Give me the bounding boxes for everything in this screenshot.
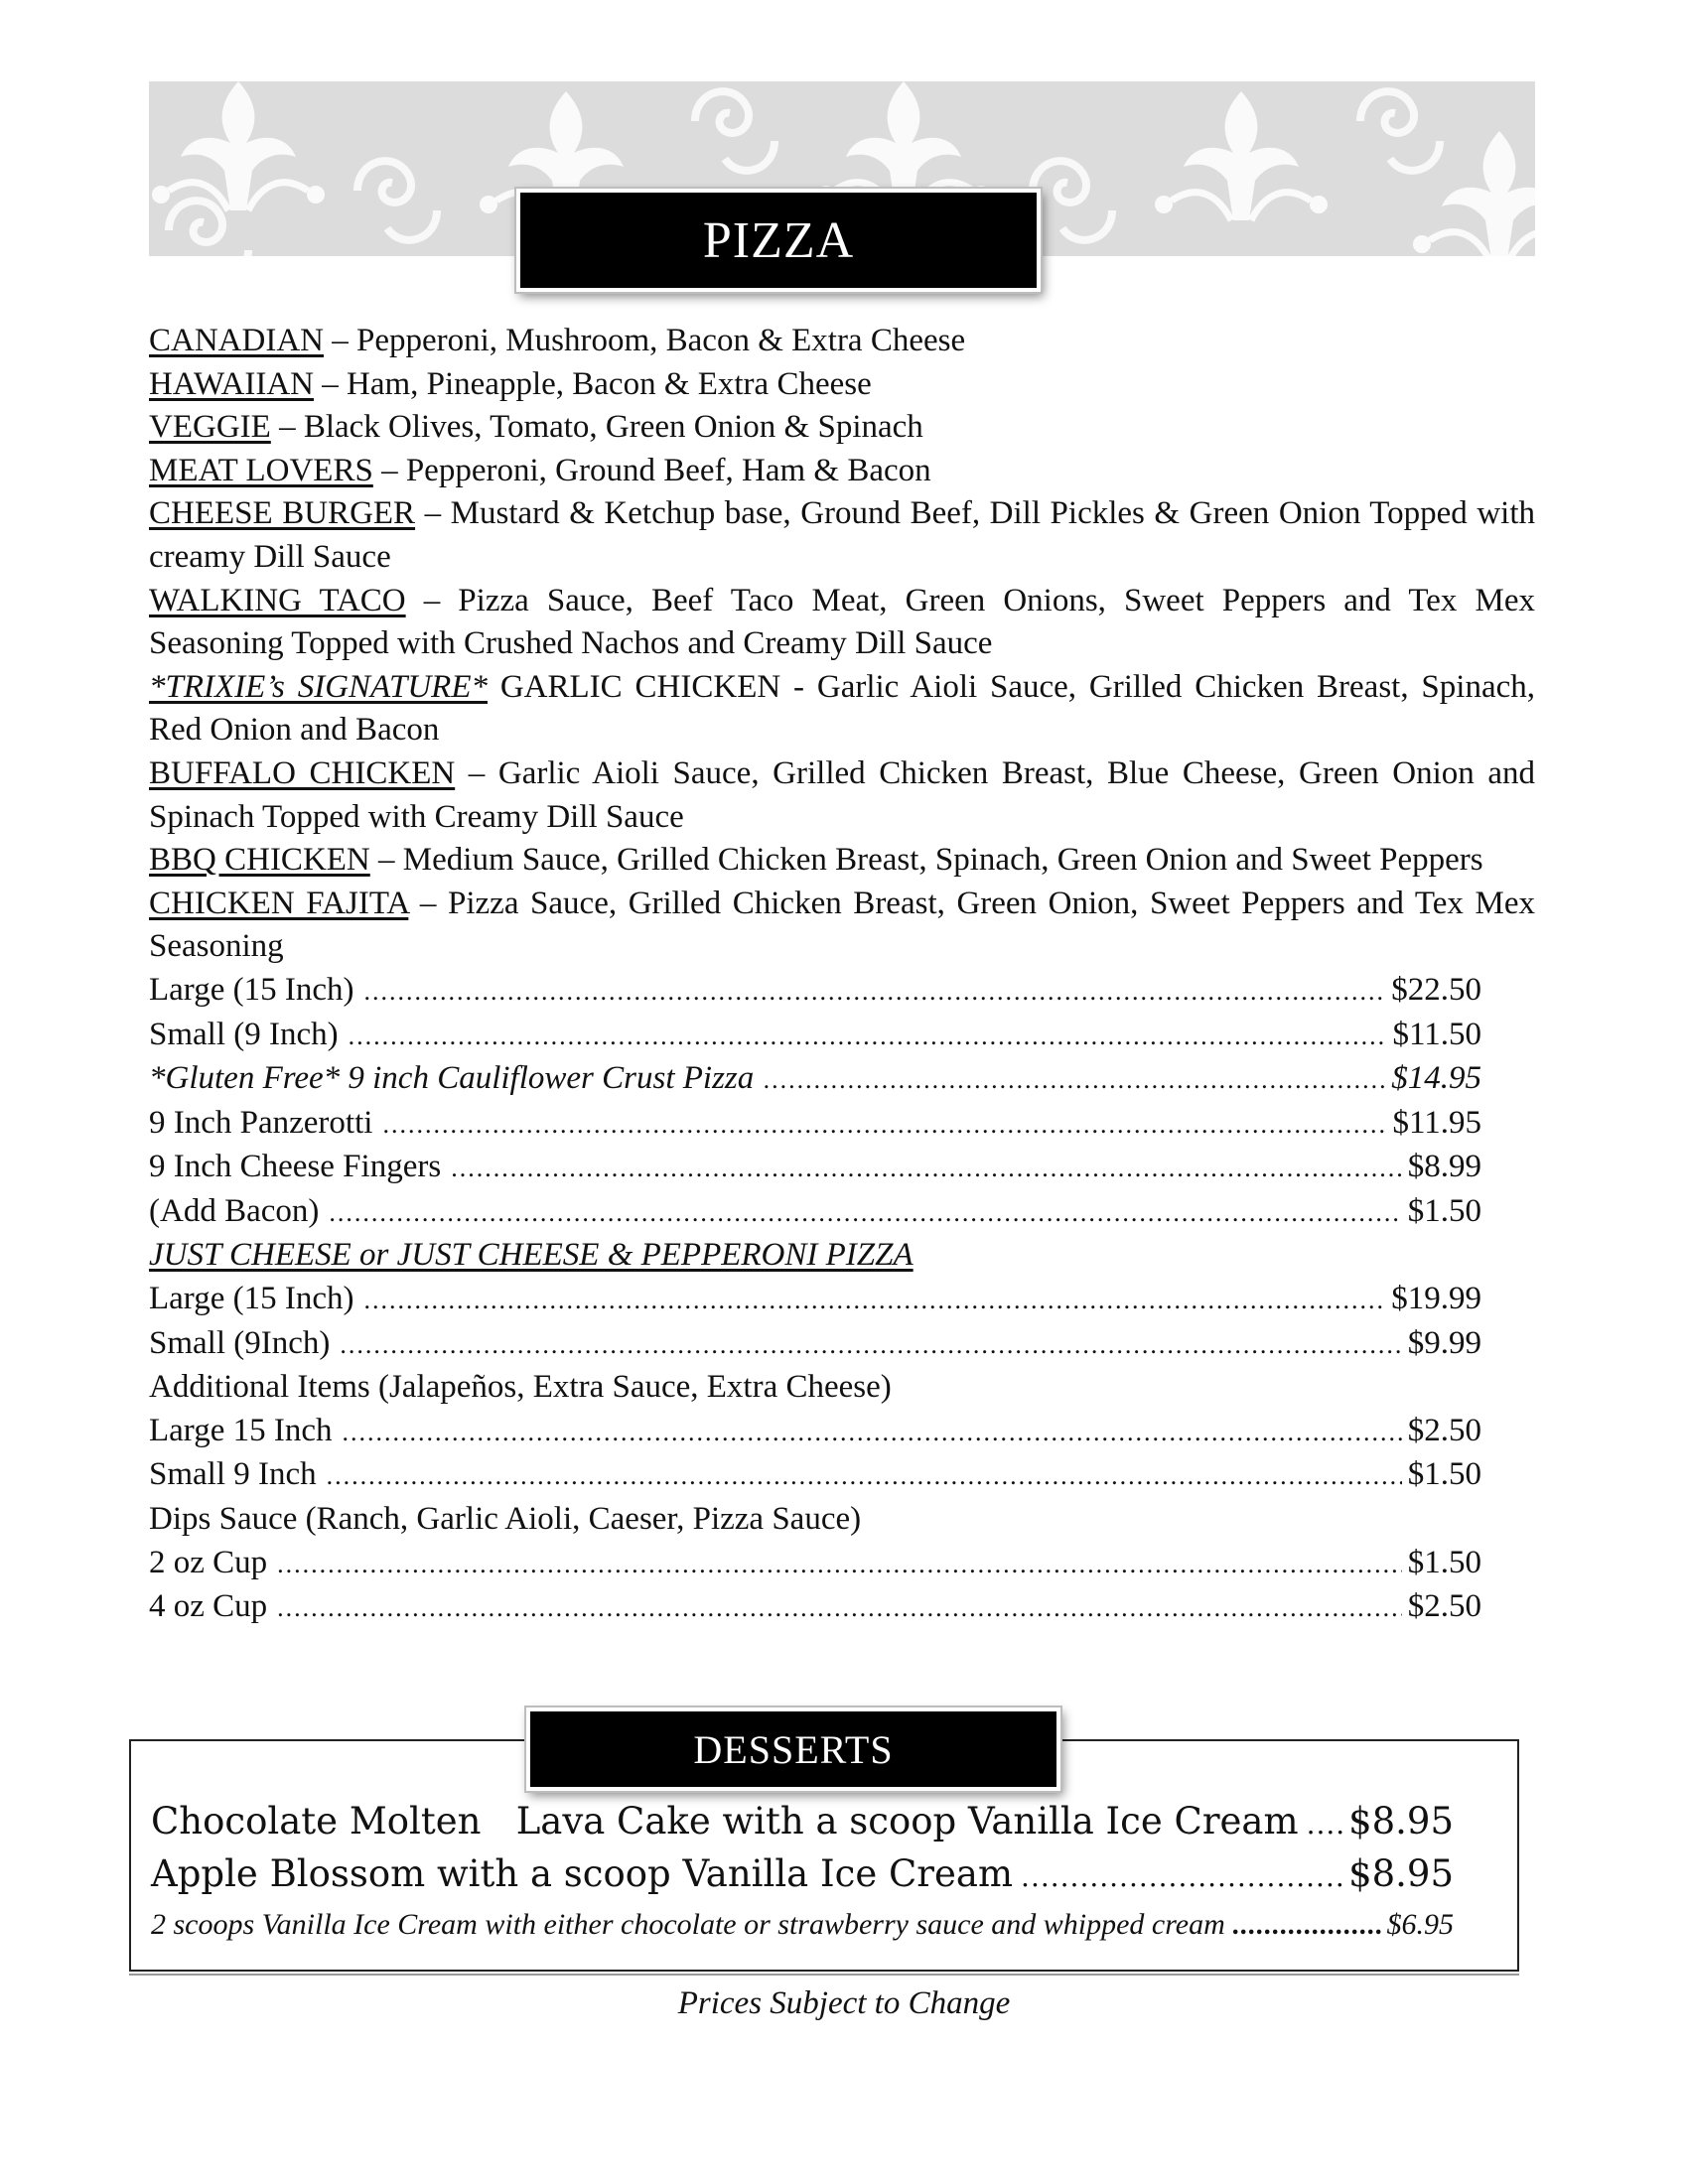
price-label: 4 oz Cup <box>149 1588 268 1625</box>
item-name: CHICKEN FAJITA <box>149 885 409 921</box>
dot-leader <box>349 1015 1387 1058</box>
dot-leader <box>363 970 1385 1014</box>
price-row-just-cheese-small <box>149 1322 1481 1367</box>
item-name: *TRIXIE’s SIGNATURE* <box>149 668 488 705</box>
price-amount: $19.99 <box>1391 1281 1481 1317</box>
item-name: CANADIAN <box>149 323 324 358</box>
menu-item-buffalo-chicken <box>149 752 1535 839</box>
dessert-label: Chocolate Molten Lava Cake with a scoop Vanilla Ice Cream <box>151 1800 1299 1843</box>
menu-item-hawaiian <box>149 363 1535 407</box>
item-description: – Pepperoni, Ground Beef, Ham & Bacon <box>372 452 931 488</box>
price-amount: $2.50 <box>1407 1588 1481 1625</box>
price-label: Small 9 Inch <box>149 1456 317 1493</box>
price-row-large <box>149 969 1481 1014</box>
desserts-title: DESSERTS <box>526 1707 1060 1791</box>
just-cheese-heading: JUST CHEESE or JUST CHEESE & PEPPERONI PIZZA <box>149 1237 914 1274</box>
price-row-add-bacon <box>149 1190 1481 1235</box>
price-amount: $1.50 <box>1407 1456 1481 1493</box>
price-amount: $9.99 <box>1407 1324 1481 1361</box>
price-amount: $1.50 <box>1407 1192 1481 1229</box>
dips-heading: Dips Sauce (Ranch, Garlic Aioli, Caeser, Pizza Sauce) <box>149 1501 862 1538</box>
price-amount: $2.50 <box>1407 1412 1481 1448</box>
dot-leader <box>277 1586 1402 1630</box>
dot-leader <box>277 1543 1402 1586</box>
dot-leader <box>1021 1852 1344 1902</box>
item-description: – Mustard & Ketchup base, Ground Beef, Dill Pickles & Green Onion Topped with creamy Dill Sauce <box>149 495 1535 575</box>
price-amount: $14.95 <box>1391 1060 1481 1097</box>
menu-item-veggie <box>149 406 1535 450</box>
price-amount: $1.50 <box>1407 1544 1481 1580</box>
price-label: 2 oz Cup <box>149 1544 268 1580</box>
dot-leader <box>363 1279 1385 1322</box>
price-label: 9 Inch Panzerotti <box>149 1104 373 1141</box>
price-amount: $8.99 <box>1407 1149 1481 1185</box>
additional-items-heading: Additional Items (Jalapeños, Extra Sauce, Extra Cheese) <box>149 1369 892 1406</box>
dessert-price: $6.95 <box>1386 1908 1454 1941</box>
price-label: *Gluten Free* 9 inch Cauliflower Crust Pizza <box>149 1060 755 1097</box>
bottom-divider <box>129 1974 1519 1976</box>
price-row-dip-2oz <box>149 1542 1481 1586</box>
price-row-just-cheese-large <box>149 1278 1481 1322</box>
dot-leader <box>382 1103 1386 1147</box>
item-description: GARLIC CHICKEN - Garlic Aioli Sauce, Grilled Chicken Breast, Spinach, Red Onion and Bacon <box>149 668 1535 749</box>
price-amount: $11.95 <box>1392 1104 1481 1141</box>
dessert-label: Apple Blossom with a scoop Vanilla Ice Cream <box>151 1852 1014 1895</box>
item-name: WALKING TACO <box>149 582 406 618</box>
item-description: – Pizza Sauce, Grilled Chicken Breast, Green Onion, Sweet Peppers and Tex Mex Seasoning <box>149 885 1535 965</box>
price-label: Small (9 Inch) <box>149 1016 339 1052</box>
price-amount: $11.50 <box>1392 1016 1481 1052</box>
menu-item-bbq-chicken <box>149 839 1535 883</box>
price-row-small <box>149 1014 1481 1058</box>
dot-leader <box>764 1058 1385 1102</box>
price-row-dip-4oz <box>149 1585 1481 1630</box>
dot-leader <box>451 1147 1402 1190</box>
price-row-panzerotti <box>149 1102 1481 1147</box>
item-description: – Ham, Pineapple, Bacon & Extra Cheese <box>313 365 872 402</box>
price-label: Large 15 Inch <box>149 1412 333 1448</box>
menu-item-cheese-burger <box>149 492 1535 579</box>
price-label: Large (15 Inch) <box>149 971 354 1008</box>
price-label: 9 Inch Cheese Fingers <box>149 1149 442 1185</box>
item-description: – Medium Sauce, Grilled Chicken Breast, Spinach, Green Onion and Sweet Peppers <box>369 842 1483 879</box>
dot-leader <box>1307 1800 1344 1849</box>
item-name: CHEESE BURGER <box>149 495 416 532</box>
desserts-list <box>151 1797 1454 1949</box>
dessert-label: 2 scoops Vanilla Ice Cream with either chocolate or strawberry sauce and whipped cream <box>151 1908 1225 1941</box>
pizza-menu <box>149 320 1535 1630</box>
menu-item-chicken-fajita <box>149 883 1535 969</box>
page-title: PIZZA <box>516 189 1041 292</box>
dessert-item <box>151 1849 1454 1902</box>
item-name: VEGGIE <box>149 409 271 446</box>
item-description: – Pepperoni, Mushroom, Bacon & Extra Cheese <box>324 323 966 358</box>
price-row-additional-small <box>149 1453 1481 1498</box>
price-row-gluten-free <box>149 1057 1481 1102</box>
dessert-item <box>151 1797 1454 1849</box>
item-description: – Black Olives, Tomato, Green Onion & Spinach <box>270 409 923 446</box>
dessert-item <box>151 1902 1454 1949</box>
dot-leader <box>329 1191 1401 1235</box>
dot-leader <box>342 1411 1401 1454</box>
footer-note: Prices Subject to Change <box>677 1985 1011 2021</box>
dot-leader <box>340 1323 1401 1367</box>
price-row-additional-large <box>149 1410 1481 1454</box>
price-label: Small (9Inch) <box>149 1324 331 1361</box>
item-name: BBQ CHICKEN <box>149 842 370 879</box>
item-description: – Pizza Sauce, Beef Taco Meat, Green Onions, Sweet Peppers and Tex Mex Seasoning Topped with Crushed Nachos and Creamy Dill Sauce <box>149 582 1535 662</box>
item-description: – Garlic Aioli Sauce, Grilled Chicken Breast, Blue Cheese, Green Onion and Spinach Topped with Creamy Dill Sauce <box>149 754 1535 835</box>
price-amount: $22.50 <box>1391 971 1481 1008</box>
item-name: HAWAIIAN <box>149 365 314 402</box>
price-row-cheese-fingers <box>149 1146 1481 1190</box>
price-label: Large (15 Inch) <box>149 1281 354 1317</box>
menu-item-meat-lovers <box>149 450 1535 493</box>
menu-item-walking-taco <box>149 580 1535 666</box>
price-label: (Add Bacon) <box>149 1192 320 1229</box>
menu-item-trixies-signature <box>149 666 1535 752</box>
item-name: MEAT LOVERS <box>149 452 373 488</box>
dot-leader <box>1233 1903 1383 1949</box>
dessert-price: $8.95 <box>1348 1800 1454 1843</box>
item-name: BUFFALO CHICKEN <box>149 754 456 791</box>
dessert-price: $8.95 <box>1348 1852 1454 1895</box>
dot-leader <box>327 1454 1402 1498</box>
menu-item-canadian <box>149 320 1535 363</box>
